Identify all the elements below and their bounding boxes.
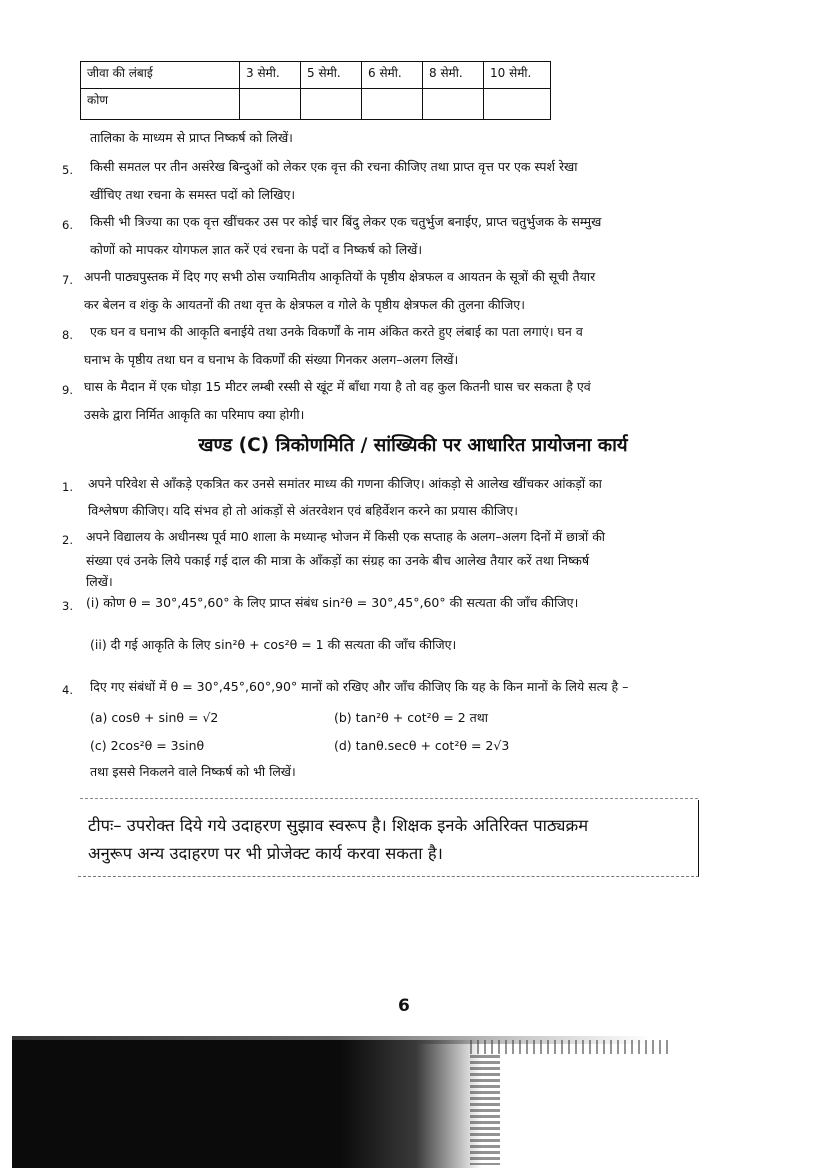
table-cell [240,89,301,120]
scan-artifact [12,1040,482,1168]
equation-b: (b) tan²θ + cot²θ = 2 तथा [334,710,489,725]
item-text: अपने विद्यालय के अधीनस्थ पूर्व मा0 शाला के मध्यान्ह भोजन में किसी एक सप्ताह के अलग–अलग दिनों में छात्रों की [86,529,606,544]
item-text: कोणों को मापकर योगफल ज्ञात करें एवं रचना के पदों व निष्कर्ष को लिखें। [90,242,423,257]
item-number: 3. [62,599,73,613]
table-cell [301,89,362,120]
table-cell: 5 सेमी. [301,62,362,89]
tip-text: अनुरूप अन्य उदाहरण पर भी प्रोजेक्ट कार्य करवा सकता है। [88,844,443,863]
tip-box-border [80,798,698,799]
table-row [81,89,551,120]
equation-a: (a) cosθ + sinθ = √2 [90,710,219,725]
item-number: 2. [62,533,73,547]
item-number: 6. [62,218,73,232]
item-number: 8. [62,328,73,342]
table-cell: 10 सेमी. [484,62,551,89]
item-text: संख्या एवं उनके लिये पकाई गई दाल की मात्रा के आँकड़ों का संग्रह का उनके बीच आलेख तैयार करें तथा निष्कर्ष [86,553,590,568]
table-row [81,62,551,89]
item-text: अपनी पाठ्यपुस्तक में दिए गए सभी ठोस ज्यामितीय आकृतियों के पृष्ठीय क्षेत्रफल व आयतन के सूत्रों की सूची तैयार [84,269,596,284]
item-text: दिए गए संबंधों में θ = 30°,45°,60°,90° मानों को रखिए और जाँच कीजिए कि यह के किन मानों के लिये सत्य है – [90,679,629,694]
table-cell: 8 सेमी. [423,62,484,89]
table-cell [362,89,423,120]
table-cell: 6 सेमी. [362,62,423,89]
item-text: विश्लेषण कीजिए। यदि संभव हो तो आंकड़ों से अंतरवेशन एवं बहिर्वेशन करने का प्रयास कीजिए। [88,503,518,518]
scan-artifact [470,1040,670,1054]
tip-text: टीपः– उपरोक्त दिये गये उदाहरण सुझाव स्वरूप है। शिक्षक इनके अतिरिक्त पाठ्यक्रम [88,816,589,835]
item-number: 5. [62,163,73,177]
item-text: (ii) दी गई आकृति के लिए sin²θ + cos²θ = 1 की सत्यता की जाँच कीजिए। [90,637,457,652]
item-text: लिखें। [86,574,113,589]
item-text: उसके द्वारा निर्मित आकृति का परिमाप क्या होगी। [84,407,305,422]
item-text: किसी भी त्रिज्या का एक वृत्त खींचकर उस पर कोई चार बिंदु लेकर एक चतुर्भुज बनाईए, प्राप्त चतुर्भुजक के सम्मुख [90,214,602,229]
item-text: तथा इससे निकलने वाले निष्कर्ष को भी लिखें। [90,764,296,779]
item-number: 4. [62,683,73,697]
equation-c: (c) 2cos²θ = 3sinθ [90,738,205,753]
chord-angle-table [80,61,551,120]
item-text: किसी समतल पर तीन असंरेख बिन्दुओं को लेकर एक वृत्त की रचना कीजिए तथा प्राप्त वृत्त पर एक स्पर्श रेखा [90,159,578,174]
item-text: खींचिए तथा रचना के समस्त पदों को लिखिए। [90,187,296,202]
item-number: 9. [62,383,73,397]
item-number: 7. [62,273,73,287]
table-conclusion-text: तालिका के माध्यम से प्राप्त निष्कर्ष को लिखें। [90,130,293,145]
item-text: एक घन व घनाभ की आकृति बनाईये तथा उनके विकर्णों के नाम अंकित करते हुए लंबाई का पता लगाएं। घन व [90,324,583,339]
table-cell: 3 सेमी. [240,62,301,89]
item-text: कर बेलन व शंकु के आयतनों की तथा वृत्त के क्षेत्रफल व गोले के पृष्ठीय क्षेत्रफल की तुलना कीजिए। [84,297,525,312]
section-c-heading: खण्ड (C) त्रिकोणमिति / सांख्यिकी पर आधारित प्रायोजना कार्य [198,435,628,456]
table-cell [484,89,551,120]
item-text: घास के मैदान में एक घोड़ा 15 मीटर लम्बी रस्सी से खूंट में बाँधा गया है तो वह कुल कितनी घास चर सकता है एवं [84,379,591,394]
item-text: अपने परिवेश से आँकड़े एकत्रित कर उनसे समांतर माध्य की गणना कीजिए। आंकड़ो से आलेख खींचकर आंकड़ों का [88,476,602,491]
scan-artifact [470,1055,500,1165]
table-cell [423,89,484,120]
item-number: 1. [62,480,73,494]
table-cell: जीवा की लंबाई [81,62,240,89]
equation-d: (d) tanθ.secθ + cot²θ = 2√3 [334,738,510,753]
item-text: (i) कोण θ = 30°,45°,60° के लिए प्राप्त संबंध sin²θ = 30°,45°,60° की सत्यता की जाँच कीजिए। [86,595,579,610]
page-number: 6 [398,996,410,1016]
table-cell: कोण [81,89,240,120]
item-text: घनाभ के पृष्ठीय तथा घन व घनाभ के विकर्णों की संख्या गिनकर अलग–अलग लिखें। [84,352,459,367]
